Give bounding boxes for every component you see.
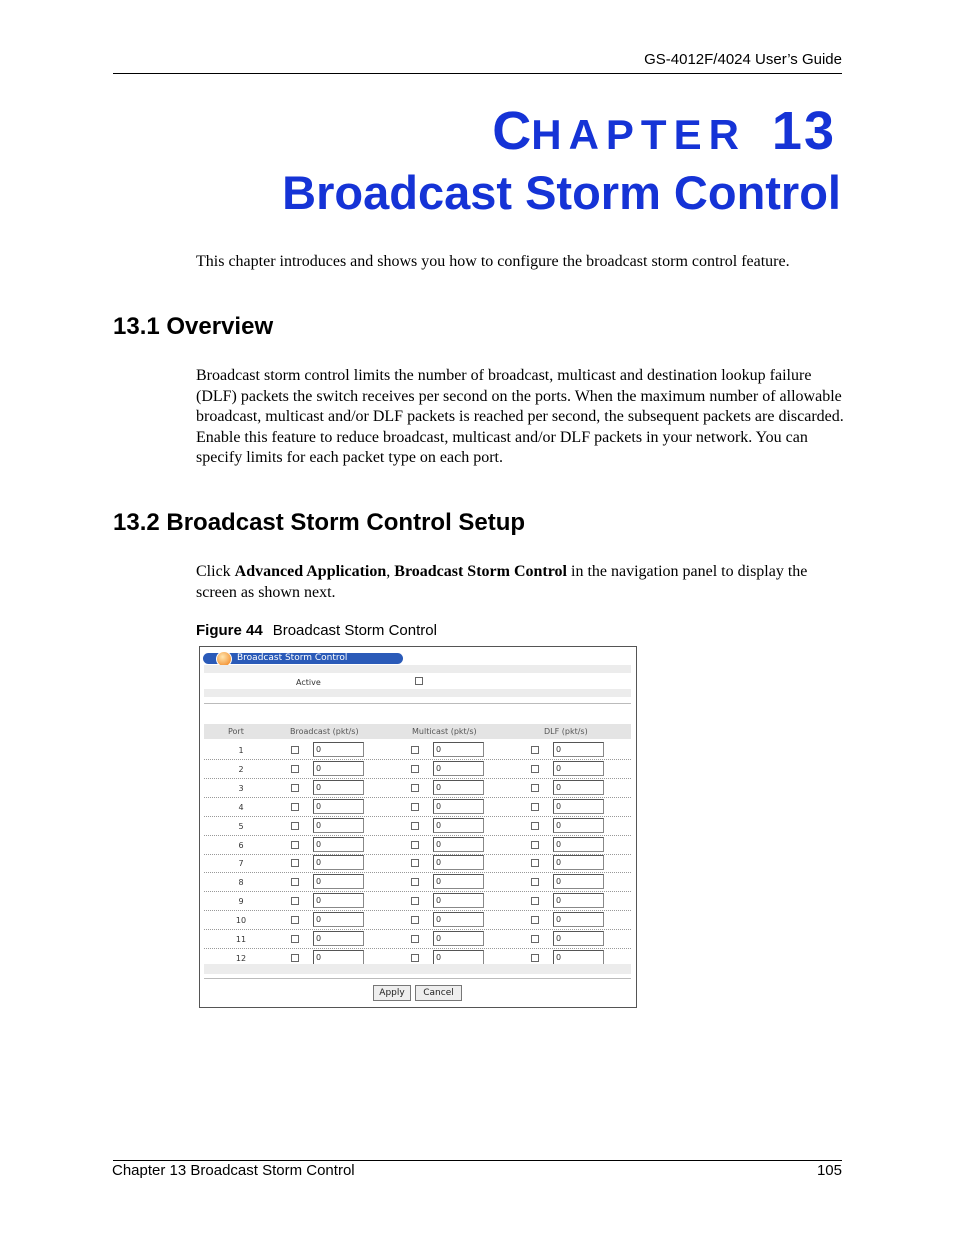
- multicast-rate-input[interactable]: 0: [433, 837, 484, 852]
- chapter-label: [492, 100, 836, 162]
- port-number: 9: [238, 897, 244, 907]
- port-number: 11: [235, 935, 247, 944]
- figure-caption: [196, 622, 437, 639]
- multicast-checkbox[interactable]: [411, 765, 419, 773]
- broadcast-rate-input[interactable]: 0: [313, 818, 364, 833]
- section-heading-overview: 13.1 Overview: [113, 313, 274, 340]
- column-dlf: DLF (pkt/s): [544, 727, 588, 736]
- broadcast-checkbox[interactable]: [291, 916, 299, 924]
- multicast-rate-input[interactable]: 0: [433, 874, 484, 889]
- column-broadcast: Broadcast (pkt/s): [290, 727, 359, 736]
- setup-text-post: in the navigation panel to display the screen as shown next.: [196, 563, 808, 601]
- broadcast-checkbox[interactable]: [291, 746, 299, 754]
- port-number: 12: [235, 953, 247, 963]
- running-header: GS-4012F/4024 User’s Guide: [644, 51, 842, 68]
- broadcast-checkbox[interactable]: [291, 897, 299, 905]
- multicast-checkbox[interactable]: [411, 841, 419, 849]
- port-number: 4: [238, 802, 244, 812]
- port-number: 1: [238, 746, 244, 755]
- button-divider: [204, 978, 631, 979]
- table-row: [204, 891, 631, 911]
- broadcast-checkbox[interactable]: [291, 784, 299, 792]
- multicast-rate-input[interactable]: 0: [433, 742, 484, 757]
- table-row: [204, 740, 631, 760]
- overview-paragraph: Broadcast storm control limits the number of broadcast, multicast and destination lookup failure (DLF) packets the switch receives per second on the ports. When the maximum number of allowable broadcast, multicast and/or DLF packets is reached per second, the subsequent packets are discarded. Enable this feature to reduce broadcast, multicast and/or DLF packets in your network. You can specify limits for each packet type on each port.: [196, 367, 844, 466]
- section-divider: [204, 703, 631, 704]
- dlf-checkbox[interactable]: [531, 916, 539, 924]
- dlf-checkbox[interactable]: [531, 746, 539, 754]
- dlf-checkbox[interactable]: [531, 841, 539, 849]
- multicast-checkbox[interactable]: [411, 916, 419, 924]
- table-row: [204, 835, 631, 855]
- dlf-rate-input[interactable]: 0: [553, 818, 604, 833]
- dlf-rate-input[interactable]: 0: [553, 931, 604, 946]
- port-number: 8: [238, 878, 244, 888]
- multicast-checkbox[interactable]: [411, 859, 419, 867]
- panel-title: Broadcast Storm Control: [237, 653, 348, 663]
- broadcast-checkbox[interactable]: [291, 841, 299, 849]
- broadcast-rate-input[interactable]: 0: [313, 761, 364, 776]
- figure-label: Figure 44: [196, 622, 263, 639]
- broadcast-rate-input[interactable]: 0: [313, 799, 364, 814]
- apply-button[interactable]: Apply: [373, 985, 411, 1001]
- page-number: 105: [816, 1162, 842, 1179]
- broadcast-rate-input[interactable]: 0: [313, 950, 364, 965]
- table-row: [204, 929, 631, 949]
- table-row: [204, 910, 631, 930]
- table-row: [204, 816, 631, 836]
- table-bottom-band: [204, 964, 631, 974]
- broadcast-rate-input[interactable]: 0: [313, 780, 364, 795]
- setup-bold-broadcast-storm-control: Broadcast Storm Control: [394, 563, 567, 580]
- multicast-rate-input[interactable]: 0: [433, 950, 484, 965]
- port-number: 10: [235, 916, 247, 926]
- multicast-checkbox[interactable]: [411, 954, 419, 962]
- figure-caption-text: Broadcast Storm Control: [272, 622, 437, 639]
- port-number: 3: [238, 783, 244, 793]
- table-row: [204, 797, 631, 817]
- table-row: [204, 759, 631, 779]
- table-row: [204, 872, 631, 892]
- broadcast-rate-input[interactable]: 0: [313, 874, 364, 889]
- active-checkbox[interactable]: [415, 677, 423, 685]
- multicast-checkbox[interactable]: [411, 822, 419, 830]
- dlf-rate-input[interactable]: 0: [553, 893, 604, 908]
- broadcast-checkbox[interactable]: [291, 878, 299, 886]
- dlf-checkbox[interactable]: [531, 784, 539, 792]
- broadcast-rate-input[interactable]: 0: [313, 912, 364, 927]
- setup-text-pre: Click: [196, 563, 235, 580]
- multicast-rate-input[interactable]: 0: [433, 855, 484, 870]
- dlf-rate-input[interactable]: 0: [553, 874, 604, 889]
- table-row: [204, 853, 631, 873]
- chapter-number: 13: [771, 101, 836, 161]
- port-number: 7: [238, 859, 244, 869]
- port-number: 2: [238, 764, 244, 774]
- chapter-title: Broadcast Storm Control: [282, 166, 841, 219]
- footer-chapter: Chapter 13 Broadcast Storm Control: [112, 1162, 355, 1179]
- dlf-rate-input[interactable]: 0: [553, 855, 604, 870]
- broadcast-checkbox[interactable]: [291, 859, 299, 867]
- cancel-button[interactable]: Cancel: [415, 985, 462, 1001]
- broadcast-checkbox[interactable]: [291, 935, 299, 943]
- multicast-checkbox[interactable]: [411, 878, 419, 886]
- dlf-rate-input[interactable]: 0: [553, 761, 604, 776]
- multicast-checkbox[interactable]: [411, 803, 419, 811]
- multicast-rate-input[interactable]: 0: [433, 780, 484, 795]
- dlf-checkbox[interactable]: [531, 803, 539, 811]
- dlf-rate-input[interactable]: 0: [553, 742, 604, 757]
- active-label: Active: [296, 678, 321, 687]
- multicast-checkbox[interactable]: [411, 935, 419, 943]
- setup-paragraph: [196, 562, 844, 603]
- dlf-checkbox[interactable]: [531, 878, 539, 886]
- broadcast-checkbox[interactable]: [291, 803, 299, 811]
- footer-rule: [113, 1160, 842, 1161]
- port-number: 5: [238, 821, 244, 831]
- header-rule: [113, 73, 842, 74]
- multicast-rate-input[interactable]: 0: [433, 799, 484, 814]
- broadcast-checkbox[interactable]: [291, 765, 299, 773]
- setup-bold-advanced-application: Advanced Application: [234, 563, 387, 580]
- dlf-checkbox[interactable]: [531, 897, 539, 905]
- active-band-top: [204, 665, 631, 673]
- section-heading-setup: 13.2 Broadcast Storm Control Setup: [113, 509, 526, 536]
- broadcast-rate-input[interactable]: 0: [313, 837, 364, 852]
- dlf-checkbox[interactable]: [531, 822, 539, 830]
- dlf-rate-input[interactable]: 0: [553, 912, 604, 927]
- dlf-checkbox[interactable]: [531, 935, 539, 943]
- chapter-initial: C: [492, 101, 532, 161]
- broadcast-checkbox[interactable]: [291, 822, 299, 830]
- multicast-rate-input[interactable]: 0: [433, 818, 484, 833]
- multicast-rate-input[interactable]: 0: [433, 893, 484, 908]
- port-number: 6: [238, 840, 244, 850]
- dlf-checkbox[interactable]: [531, 954, 539, 962]
- intro-paragraph: This chapter introduces and shows you how to configure the broadcast storm control feature.: [196, 253, 790, 270]
- multicast-rate-input[interactable]: 0: [433, 931, 484, 946]
- multicast-checkbox[interactable]: [411, 746, 419, 754]
- column-port: Port: [228, 727, 244, 736]
- dlf-checkbox[interactable]: [531, 859, 539, 867]
- chapter-word: HAPTER: [531, 111, 746, 158]
- column-multicast: Multicast (pkt/s): [412, 727, 477, 736]
- dlf-rate-input[interactable]: 0: [553, 950, 604, 965]
- dlf-rate-input[interactable]: 0: [553, 799, 604, 814]
- broadcast-rate-input[interactable]: 0: [313, 893, 364, 908]
- multicast-rate-input[interactable]: 0: [433, 912, 484, 927]
- table-row: [204, 778, 631, 798]
- broadcast-rate-input[interactable]: 0: [313, 742, 364, 757]
- setup-text-sep: ,: [386, 563, 395, 580]
- multicast-checkbox[interactable]: [411, 784, 419, 792]
- broadcast-storm-control-screen: [199, 646, 637, 1008]
- broadcast-rate-input[interactable]: 0: [313, 931, 364, 946]
- dlf-rate-input[interactable]: 0: [553, 780, 604, 795]
- dlf-checkbox[interactable]: [531, 765, 539, 773]
- multicast-rate-input[interactable]: 0: [433, 761, 484, 776]
- broadcast-checkbox[interactable]: [291, 954, 299, 962]
- active-band-bottom: [204, 689, 631, 697]
- dlf-rate-input[interactable]: 0: [553, 837, 604, 852]
- multicast-checkbox[interactable]: [411, 897, 419, 905]
- broadcast-rate-input[interactable]: 0: [313, 855, 364, 870]
